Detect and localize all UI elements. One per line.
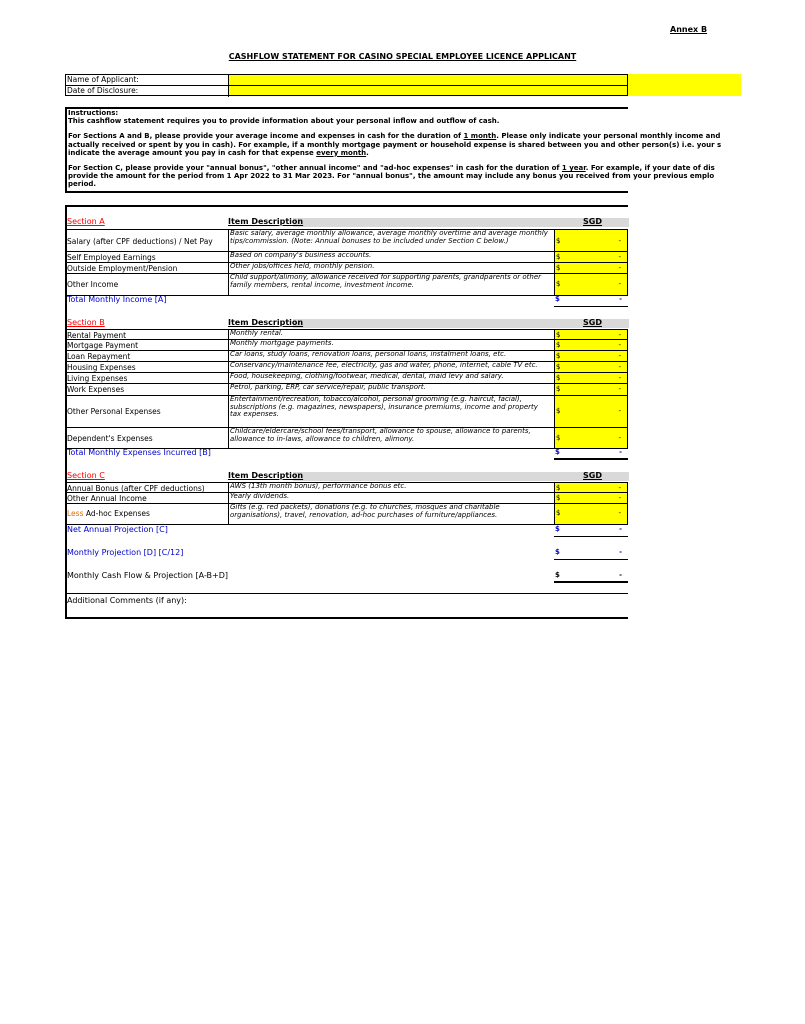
row-description: AWS (13th month bonus), performance bonus etc. [228, 483, 551, 492]
amount-input[interactable]: $ - [554, 252, 628, 262]
instructions-line: For Section C, please provide your "annual bonus", "other annual income" and "ad-hoc expenses" in cash for the duration of 1 year. For example, if your date of dis [68, 164, 715, 173]
instructions-line: For Sections A and B, please provide your average income and expenses in cash for the duration of 1 month. Please only indicate your personal monthly income and [68, 132, 721, 141]
instructions-heading: Instructions: [68, 109, 119, 117]
monthly-cashflow-label: Monthly Cash Flow & Projection [A-B+D] [67, 571, 229, 580]
row-description: Other jobs/offices held, monthly pension. [228, 263, 551, 273]
amount-input[interactable]: $ - [554, 230, 628, 251]
section-c-title: Section C [67, 471, 105, 480]
amount-input[interactable]: $ - [554, 493, 628, 503]
amount-input[interactable]: $ - [554, 351, 628, 361]
row-label: Self Employed Earnings [67, 253, 156, 262]
row-description: Food, housekeeping, clothing/footwear, medical, dental, maid levy and salary. [228, 373, 551, 383]
instructions-line: actually received or spent by you in cash). For example, if a monthly mortgage payment or household expense is shared between you and other person(s) i.e. your s [68, 140, 722, 149]
amount-input[interactable]: $ - [554, 274, 628, 295]
name-of-applicant-input[interactable] [229, 74, 628, 85]
sgd-header: SGD [583, 471, 602, 480]
row-label: Outside Employment/Pension [67, 264, 178, 273]
row-description: Monthly rental. [228, 330, 551, 339]
date-of-disclosure-input[interactable] [229, 85, 628, 96]
net-annual-projection-label: Net Annual Projection [C] [67, 525, 168, 534]
row-label: Other Annual Income [67, 494, 147, 503]
row-label: Less Ad-hoc Expenses [67, 509, 150, 518]
row-label: Other Income [67, 280, 119, 289]
date-of-disclosure-label: Date of Disclosure: [67, 86, 139, 95]
row-description: Petrol, parking, ERP, car service/repair, public transport. [228, 384, 551, 395]
row-label: Work Expenses [67, 385, 125, 394]
amount-input[interactable]: $ - [554, 504, 628, 524]
additional-comments-label: Additional Comments (if any): [67, 596, 187, 605]
instructions-line: provide the amount for the period from 1 Apr 2022 to 31 Mar 2023. For "annual bonus", the amount may include any bonus you received from your previous emplo [68, 172, 715, 181]
table-row [67, 504, 628, 525]
section-c-header-bar [293, 472, 629, 481]
document-title: CASHFLOW STATEMENT FOR CASINO SPECIAL EMPLOYEE LICENCE APPLICANT [228, 52, 577, 61]
amount-input[interactable]: $ - [554, 428, 628, 448]
row-description: Gifts (e.g. red packets), donations (e.g. to churches, mosques and charitable organisations), travel, renovation, ad-hoc purchases of furniture/appliances. [228, 504, 551, 524]
row-label: Living Expenses [67, 374, 128, 383]
row-description: Yearly dividends. [228, 493, 551, 503]
section-b-header-bar [293, 319, 629, 328]
table-row [67, 396, 628, 428]
row-label: Rental Payment [67, 331, 127, 340]
instructions-line: This cashflow statement requires you to provide information about your personal inflow and outflow of cash. [68, 117, 500, 126]
sgd-header: SGD [583, 318, 602, 327]
instructions-line: period. [68, 180, 97, 189]
table-row [67, 329, 628, 340]
row-description: Child support/alimony, allowance received for supporting parents, grandparents or other family members, rental income, investment income. [228, 274, 551, 295]
table-row [67, 229, 628, 252]
row-label: Mortgage Payment [67, 341, 139, 350]
amount-input[interactable]: $ - [554, 396, 628, 427]
additional-comments-input[interactable] [67, 607, 628, 617]
name-of-applicant-label: Name of Applicant: [67, 75, 139, 84]
monthly-projection-label: Monthly Projection [D] [C/12] [67, 548, 184, 557]
row-description: Conservancy/maintenance fee, electricity, gas and water, phone, internet, cable TV etc. [228, 362, 551, 372]
annex-label: Annex B [670, 25, 708, 34]
row-description: Entertainment/recreation, tobacco/alcohol, personal grooming (e.g. haircut, facial), subscriptions (e.g. magazines, newspapers), insurance premiums, income and property tax expenses. [228, 396, 551, 427]
row-label: Salary (after CPF deductions) / Net Pay [67, 237, 213, 246]
row-description: Car loans, study loans, renovation loans, personal loans, instalment loans, etc. [228, 351, 551, 361]
table-row [67, 482, 628, 493]
row-label: Housing Expenses [67, 363, 136, 372]
row-label: Loan Repayment [67, 352, 131, 361]
amount-input[interactable]: $ - [554, 373, 628, 383]
amount-input[interactable]: $ - [554, 263, 628, 273]
table-row [67, 274, 628, 296]
row-description: Based on company's business accounts. [228, 252, 551, 262]
instructions-box [65, 107, 722, 193]
amount-input[interactable]: $ - [554, 483, 628, 492]
section-a-title: Section A [67, 217, 105, 226]
total-monthly-expenses-label: Total Monthly Expenses Incurred [B] [67, 448, 211, 457]
row-label: Dependent's Expenses [67, 434, 153, 443]
row-label: Annual Bonus (after CPF deductions) [67, 484, 205, 493]
total-monthly-income-label: Total Monthly Income [A] [67, 295, 167, 304]
section-b-title: Section B [67, 318, 105, 327]
row-description: Childcare/eldercare/school fees/transport, allowance to spouse, allowance to parents, allowance to in-laws, allowance to children, alimony. [228, 428, 551, 448]
cashflow-table: Section A Item Description SGD Salary (after CPF deductions) / Net Pay Basic salary, average monthly allowance, average monthly overtime and average monthly tips/commission. (Note: Annual bonuses to be included under Section C below.) $ - Self Employed Earnings Based on company's business accounts. $ - Outside Employment/Pension Other jobs/offices held, monthly pension. $ - Other Income Child support/alimony, allowance received for supporting parents, grandparents or other family members, rental income, investment income. $ - Total Monthly Income [A] $ - Section B Item Description SGD Rental Payment Monthly rental. $ - Mortgage Payment Monthly mortgage payments. $ - Loan Repayment Car loans, study loans, renovation loans, personal loans, instalment loans, etc. $ - Housing Expenses Conservancy/maintenance fee, electricity, gas and water, phone, internet, cable TV etc. $ - Living Expenses Food, housekeeping, clothing/footwear, medical, dental, maid levy and salary. $ - Work Expenses Petrol, parking, ERP, car service/repair, public transport. $ - Other Personal Expenses Entertainment/recreation, tobacco/alcohol, personal grooming (e.g. haircut, facial), subscriptions (e.g. magazines, newspapers), insurance premiums, income and property tax expenses. $ - Dependent's Expenses Childcare/eldercare/school fees/transport, allowance to spouse, allowance to parents, allowance to in-laws, allowance to children, alimony. $ - Total Monthly Expenses Incurred [B] $ - Section C Item Description SGD Annual Bonus (after CPF deductions) AWS (13th month bonus), performance bonus etc. $ - Other Annual Income Yearly dividends. $ - Less Ad-hoc Expenses Gifts (e.g. red packets), donations (e.g. to churches, mosques and charitable organisations), travel, renovation, ad-hoc purchases of furniture/appliances. $ - Net Annual Projection [C] $ - Monthly Projection [D] [C/12] $ - Monthly Cash Flow & Projection [A-B+D] $ - Additional Comments (if any): [65, 205, 628, 619]
row-description: Monthly mortgage payments. [228, 340, 551, 350]
row-description: Basic salary, average monthly allowance, average monthly overtime and average monthly tips/commission. (Note: Annual bonuses to be included under Section C below.) [228, 230, 551, 251]
amount-input[interactable]: $ - [554, 384, 628, 395]
sgd-header: SGD [583, 217, 602, 226]
amount-input[interactable]: $ - [554, 340, 628, 350]
section-a-header-bar [293, 218, 629, 227]
row-label: Other Personal Expenses [67, 407, 161, 416]
table-row [67, 428, 628, 449]
amount-input[interactable]: $ - [554, 362, 628, 372]
instructions-line: indicate the average amount you pay in cash for that expense every month. [68, 148, 369, 157]
item-description-header: Item Description [228, 318, 304, 327]
item-description-header: Item Description [228, 217, 304, 226]
amount-input[interactable]: $ - [554, 330, 628, 339]
item-description-header: Item Description [228, 471, 304, 480]
